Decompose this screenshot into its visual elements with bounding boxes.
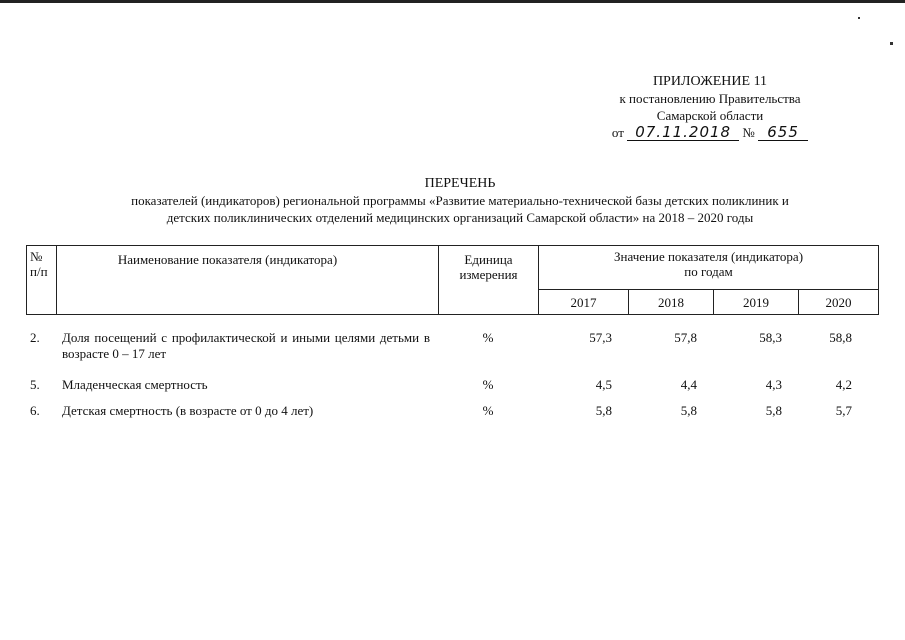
- row-value: 4,3: [765, 377, 782, 392]
- appendix-date-line: [560, 124, 860, 141]
- header-num-line-1: №: [30, 249, 43, 264]
- handwritten-date: 07.11.2018: [627, 125, 739, 141]
- row-value: 58,3: [759, 330, 782, 345]
- header-year: 2019: [714, 290, 799, 315]
- row-value: 57,8: [674, 330, 697, 345]
- number-prefix: №: [742, 125, 755, 140]
- header-unit-line-1: Единица: [464, 252, 513, 267]
- header-year: 2018: [629, 290, 714, 315]
- row-unit: %: [482, 403, 494, 418]
- header-year: 2020: [799, 290, 879, 315]
- appendix-block: [560, 73, 860, 141]
- row-number: 6.: [30, 403, 40, 418]
- row-number: 5.: [30, 377, 40, 392]
- scan-top-border: [0, 0, 905, 3]
- row-indicator-name: Детская смертность (в возрасте от 0 до 4 лет): [62, 403, 314, 418]
- row-unit: %: [482, 330, 494, 345]
- scan-speck: [858, 17, 860, 19]
- heading-line-1: показателей (индикаторов) региональной программы «Развитие материально-технической базы детских поликлиник и: [131, 193, 789, 208]
- header-unit-line-2: измерения: [459, 267, 518, 282]
- handwritten-number: 655: [758, 125, 808, 141]
- header-year: 2017: [539, 290, 629, 315]
- row-value: 4,2: [835, 377, 852, 392]
- row-value: 5,8: [765, 403, 782, 418]
- row-value: 5,8: [680, 403, 697, 418]
- header-cell-unit: [439, 246, 539, 315]
- document-heading: [40, 175, 880, 226]
- row-value: 5,8: [595, 403, 612, 418]
- appendix-line-1: к постановлению Правительства: [619, 91, 801, 106]
- header-cell-values: [539, 246, 879, 290]
- table-row: [26, 403, 878, 429]
- heading-line-2: детских поликлинических отделений медицинских организаций Самарской области» на 2018 – 2020 годы: [166, 210, 754, 225]
- header-values-line-2: по годам: [684, 264, 733, 279]
- table-body: [26, 330, 878, 429]
- appendix-line-2: Самарской области: [656, 108, 764, 123]
- table-row: [26, 377, 878, 403]
- row-value: 58,8: [829, 330, 852, 345]
- row-value: 57,3: [589, 330, 612, 345]
- header-values-line-1: Значение показателя (индикатора): [614, 249, 804, 264]
- scan-speck: [890, 42, 893, 45]
- header-num-line-2: п/п: [30, 264, 48, 279]
- row-unit: %: [482, 377, 494, 392]
- header-cell-name: [57, 246, 439, 315]
- row-value: 4,5: [595, 377, 612, 392]
- row-indicator-name: Доля посещений с профилактической и иными целями детьми в возрасте 0 – 17 лет: [62, 330, 430, 361]
- date-prefix: от: [611, 125, 624, 140]
- table-header: [26, 245, 879, 315]
- heading-title: ПЕРЕЧЕНЬ: [424, 176, 496, 191]
- row-value: 5,7: [835, 403, 852, 418]
- table-row: [26, 330, 878, 377]
- header-name: Наименование показателя (индикатора): [117, 252, 338, 267]
- row-indicator-name: Младенческая смертность: [62, 377, 208, 392]
- appendix-title: ПРИЛОЖЕНИЕ 11: [652, 74, 768, 89]
- row-number: 2.: [30, 330, 40, 345]
- row-value: 4,4: [680, 377, 697, 392]
- header-cell-num: [27, 246, 57, 315]
